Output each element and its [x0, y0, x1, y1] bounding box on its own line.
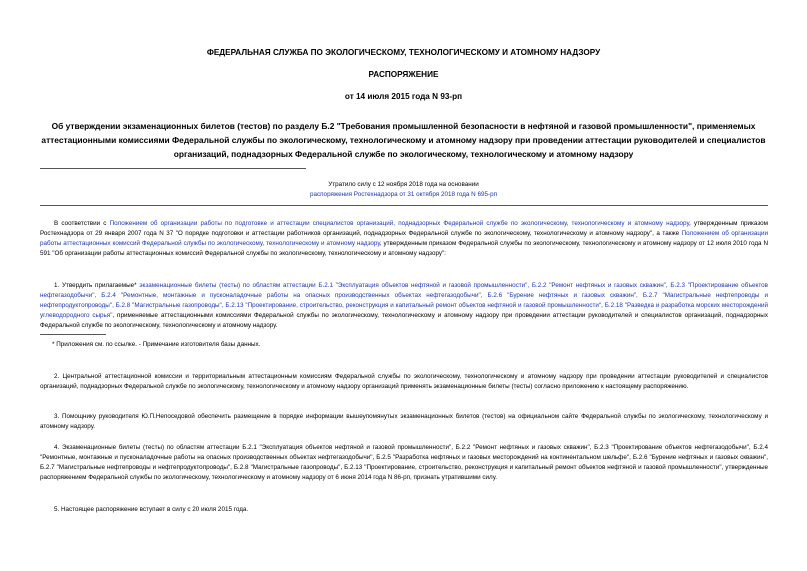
document-title: Об утверждении экзаменационных билетов (тестов) по разделу Б.2 "Требования промышленной безопасности в нефтяной и газовой промышленности", применяемых аттестационными комиссиями Федеральной службы по экологическому, технологическому и атомному надзору при проведении аттестации руководителей и специалистов организаций, поднадзорных Федеральной службе по экологическому, технологическому и атомному надзору — [41, 121, 766, 159]
agency-heading: ФЕДЕРАЛЬНАЯ СЛУЖБА ПО ЭКОЛОГИЧЕСКОМУ, ТЕХНОЛОГИЧЕСКОМУ И АТОМНОМУ НАДЗОРУ — [206, 48, 601, 57]
divider-status — [40, 205, 768, 206]
repeal-order-link[interactable]: распоряжения Ростехнадзора от 31 октября 2018 года N 695-рп — [310, 191, 497, 198]
item-1-text-2: , применяемые аттестационными комиссиями Федеральной службы по экологическому, технологическому и атомному надзору при проведении аттестации руководителей и специалистов организаций, поднадзорных Федеральной службе по экологическому, технологическому и атомному надзору. — [40, 312, 768, 329]
item-1-text-1: 1. Утвердить прилагаемые* — [54, 282, 140, 289]
status-note-line2 — [0, 190, 807, 200]
footnote: * Приложения см. по ссылке. - Примечание изготовителя базы данных. — [52, 341, 261, 348]
regulation-link-2[interactable]: Положением об организации работы аттестационных комиссий Федеральной службы по экологическому, технологическому и атомному надзору — [40, 230, 768, 247]
preamble-text-2: , утвержденным приказом Ростехнадзора от 29 января 2007 года N 37 "О порядке подготовки и аттестации работников организаций, поднадзорных Федеральной службе по экологическому, технологическому и атомному надзору", а также — [40, 220, 768, 237]
item-5-paragraph: 5. Настоящее распоряжение вступает в силу с 20 июля 2015 года. — [54, 506, 249, 513]
footnote-divider — [40, 334, 106, 335]
item-1-paragraph — [40, 281, 768, 331]
status-note-line1: Утратило силу с 12 ноября 2018 года на основании — [328, 181, 479, 188]
document-type: РАСПОРЯЖЕНИЕ — [368, 70, 439, 79]
regulation-link-1[interactable]: Положением об организации работы по подготовке и аттестации специалистов организаций, поднадзорных Федеральной службе по экологическому, технологическому и атомному надзору — [109, 220, 690, 227]
item-2-paragraph: 2. Центральной аттестационной комиссии и территориальным аттестационным комиссиям Федеральной службы по экологическому, технологическому и атомному надзору при проведении аттестации руководителей и специалистов организаций, поднадзорных Федеральной службе по экологическому, технологическому и атомному надзору организаций применять экзаменационные билеты (тесты) согласно приложению к настоящему распоряжению. — [40, 373, 768, 390]
item-4-paragraph: 4. Экзаменационные билеты (тесты) по областям аттестации Б.2.1 "Эксплуатация объектов нефтяной и газовой промышленности", Б.2.2 "Ремонт нефтяных и газовых скважин", Б.2.3 "Проектирование объектов нефтегазодобычи", Б.2.4 "Ремонтные, монтажные и пусконаладочные работы на опасных производственных объектах нефтегазодобычи", Б.2.5 "Разработка нефтяных и газовых месторождений на континентальном шельфе", Б.2.6 "Бурение нефтяных и газовых скважин", Б.2.7 "Магистральные нефтепроводы и нефтепродуктопроводы", Б.2.8 "Магистральные газопроводы", Б.2.13 "Проектирование, строительство, реконструкция и капитальный ремонт объектов нефтяной и газовой промышленности", утвержденные распоряжением Федеральной службы по экологическому, технологическому и атомному надзору от 6 июня 2014 года N 86-рп, признать утратившими силу. — [40, 444, 768, 481]
preamble-text-1: В соответствии с — [54, 220, 110, 227]
exam-tickets-link[interactable]: экзаменационные билеты (тесты) по областям аттестации Б.2.1 "Эксплуатация объектов нефтяной и газовой промышленности", Б.2.2 "Ремонт нефтяных и газовых скважин", Б.2.3 "Проектирование объектов нефтегазодобычи", Б.2.4 "Ремонтные, монтажные и пусконаладочные работы на опасных производственных объектах нефтегазодобычи", Б.2.6 "Бурение нефтяных и газовых скважин", Б.2.7 "Магистральные нефтепроводы и нефтепродуктопроводы", Б.2.8 "Магистральные газопроводы", Б.2.13 "Проектирование, строительство, реконструкция и капитальный ремонт объектов нефтяной и газовой промышленности", Б.2.18 "Разведка и разработка морских месторождений углеводородного сырья" — [40, 282, 768, 319]
preamble-paragraph — [40, 219, 768, 259]
preamble-text-3: , утвержденным приказом Федеральной службы по экологическому, технологическому и атомному надзору от 12 июля 2010 года N 591 "Об организации работы аттестационных комиссий Федеральной службы по экологическому, технологическому и атомному надзору": — [40, 240, 768, 257]
divider-top — [40, 168, 306, 169]
document-date-number: от 14 июля 2015 года N 93-рп — [344, 92, 463, 101]
item-3-paragraph: 3. Помощнику руководителя Ю.П.Непоседовой обеспечить размещение в порядке информации вышеупомянутых экзаменационных билетов (тестов) на официальном сайте Федеральной службы по экологическому, технологическому и атомному надзору. — [40, 413, 768, 430]
